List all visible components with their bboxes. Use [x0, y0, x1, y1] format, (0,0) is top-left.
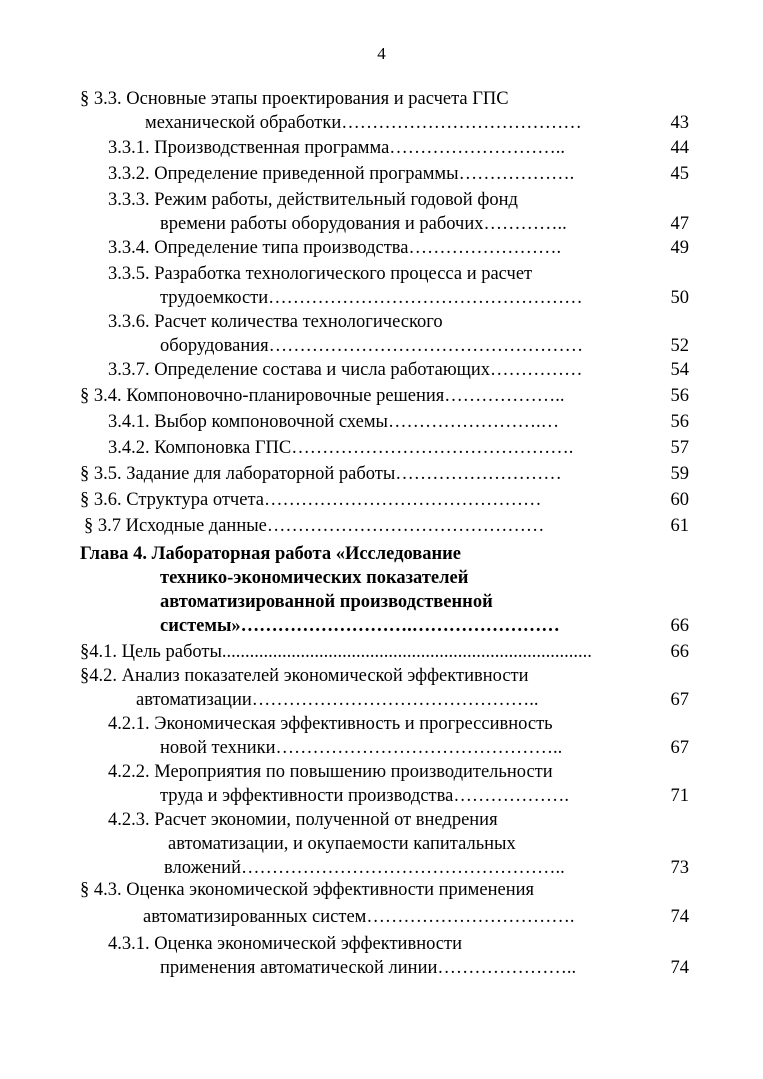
toc-page-number: 66 [670, 616, 689, 636]
toc-entry-title: новой техники……………………………………….. [160, 738, 563, 758]
toc-page-number: 67 [670, 690, 689, 710]
toc-entry-title: 3.4.2. Компоновка ГПС………………………………………. [108, 438, 574, 458]
toc-entry-title: 3.3.6. Расчет количества технологического [108, 312, 443, 332]
toc-entry-title: 3.3.5. Разработка технологического процесса и расчет [108, 264, 533, 284]
toc-chapter-title: системы»……………………….…………………… [160, 616, 560, 636]
page-number: 4 [377, 44, 386, 63]
toc-entry-title: §4.1. Цель работы................................................................................ [80, 642, 592, 662]
toc-page-number: 49 [670, 238, 689, 258]
toc-chapter-title: технико-экономических показателей [160, 568, 469, 588]
toc-page-number: 44 [670, 138, 689, 158]
toc-entry-title: § 3.6. Структура отчета……………………………………… [80, 490, 542, 510]
toc-entry-title: § 3.3. Основные этапы проектирования и расчета ГПС [80, 89, 509, 109]
toc-entry-title: 3.3.2. Определение приведенной программы………………. [108, 164, 575, 184]
toc-page-number: 73 [670, 858, 689, 878]
toc-entry-title: автоматизированных систем……………………………. [143, 907, 575, 927]
toc-page-number: 60 [670, 490, 689, 510]
toc-chapter-title: автоматизированной производственной [160, 592, 493, 612]
toc-entry-title: 4.2.2. Мероприятия по повышению производительности [108, 762, 553, 782]
toc-entry-title: механической обработки………………………………… [145, 113, 582, 133]
toc-entry-title: 3.3.3. Режим работы, действительный годовой фонд [108, 190, 518, 210]
toc-entry-title: автоматизации……………………………………….. [136, 690, 539, 710]
toc-entry-title: 4.3.1. Оценка экономической эффективности [108, 934, 463, 954]
toc-page-number: 47 [670, 214, 689, 234]
toc-page-number: 57 [670, 438, 689, 458]
toc-entry-title: § 4.3. Оценка экономической эффективности применения [80, 880, 535, 900]
toc-page-number: 74 [670, 907, 689, 927]
toc-entry-title: оборудования…………………………………………… [160, 336, 584, 356]
toc-entry-title: вложений…………………………………………….. [164, 858, 565, 878]
toc-page-number: 67 [670, 738, 689, 758]
toc-entry-title: § 3.7 Исходные данные……………………………………… [84, 516, 545, 536]
toc-entry-title: §4.2. Анализ показателей экономической эффективности [80, 666, 529, 686]
toc-page-number: 52 [670, 336, 689, 356]
toc-entry-title: § 3.5. Задание для лабораторной работы……………………… [80, 464, 562, 484]
toc-page-number: 66 [670, 642, 689, 662]
toc-chapter-title: Глава 4. Лабораторная работа «Исследование [80, 544, 462, 564]
toc-page-number: 61 [670, 516, 689, 536]
toc-page-number: 54 [670, 360, 689, 380]
toc-page-number: 56 [670, 412, 689, 432]
toc-page-number: 74 [670, 958, 689, 978]
toc-page-number: 71 [670, 786, 689, 806]
toc-entry-title: 3.3.4. Определение типа производства……………………. [108, 238, 562, 258]
toc-page-number: 59 [670, 464, 689, 484]
toc-entry-title: 4.2.1. Экономическая эффективность и прогрессивность [108, 714, 553, 734]
toc-entry-title: § 3.4. Компоновочно-планировочные решения……………….. [80, 386, 565, 406]
toc-entry-title: трудоемкости…………………………………………… [160, 288, 583, 308]
toc-entry-title: 3.3.7. Определение состава и числа работающих…………… [108, 360, 583, 380]
toc-entry-title: времени работы оборудования и рабочих………….. [160, 214, 567, 234]
toc-entry-title: 3.3.1. Производственная программа……………………….. [108, 138, 566, 158]
toc-page-number: 43 [670, 113, 689, 133]
toc-page-number: 45 [670, 164, 689, 184]
toc-entry-title: труда и эффективности производства………………. [160, 786, 569, 806]
toc-entry-title: автоматизации, и окупаемости капитальных [168, 834, 516, 854]
toc-entry-title: 4.2.3. Расчет экономии, полученной от внедрения [108, 810, 498, 830]
toc-entry-title: применения автоматической линии………………….. [160, 958, 577, 978]
toc-page-number: 56 [670, 386, 689, 406]
toc-page-number: 50 [670, 288, 689, 308]
toc-entry-title: 3.4.1. Выбор компоновочной схемы…………………….… [108, 412, 560, 432]
